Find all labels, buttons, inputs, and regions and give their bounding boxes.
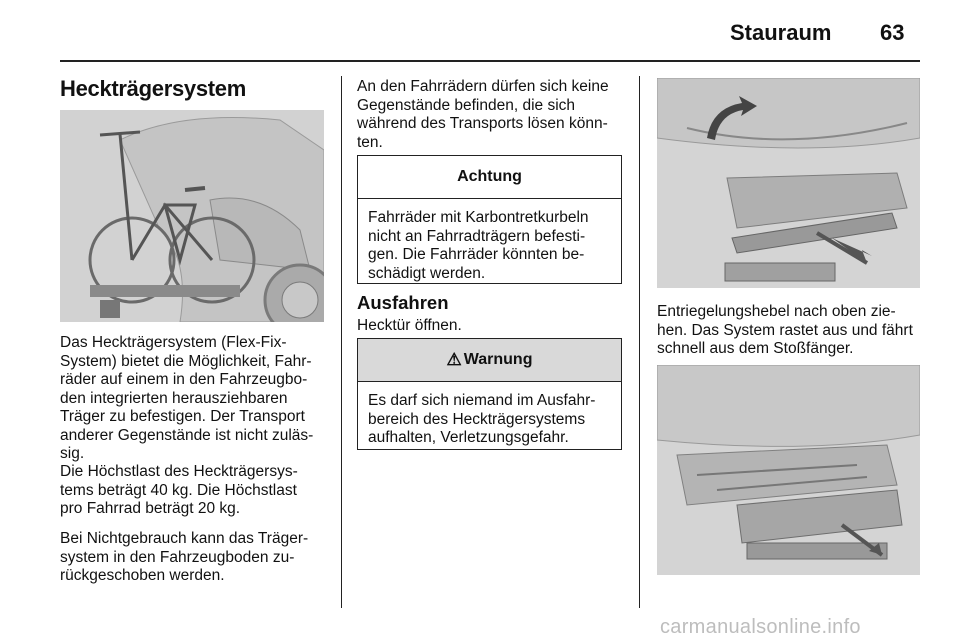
release-lever-illustration xyxy=(657,78,920,288)
carrier-extend-illustration xyxy=(657,365,920,575)
warning-box xyxy=(357,338,622,450)
column-divider-right xyxy=(639,76,640,608)
page-number: 63 xyxy=(880,20,905,45)
column-divider-left xyxy=(341,76,342,608)
watermark: carmanualsonline.info xyxy=(660,616,861,638)
subsection-heading: Ausfahren xyxy=(357,292,449,313)
header-divider xyxy=(60,60,920,62)
middle-intro-paragraph: An den Fahrrädern dürfen sich keine Gegenstände befinden, die sich während des Transports lösen könn- ten. xyxy=(357,78,609,151)
release-instruction: Entriegelungshebel nach oben zie- hen. Das System rastet aus und fährt schnell aus dem Stoßfänger. xyxy=(657,303,913,357)
warning-text: Es darf sich niemand im Ausfahr- bereich des Heckträgersystems aufhalten, Verletzungsgefahr. xyxy=(368,392,596,446)
page-header-title: Stauraum xyxy=(730,20,832,45)
intro-paragraph: Das Heckträgersystem (Flex-Fix- System) bietet die Möglichkeit, Fahr- räder auf einem in den Fahrzeugbo- den integrierten herausziehbaren Träger zu befestigen. Der Transport anderer Gegenstände ist nicht zuläs- sig. xyxy=(60,334,314,462)
caution-box xyxy=(357,155,622,284)
load-paragraph: Die Höchstlast des Heckträgersys- tems beträgt 40 kg. Die Höchstlast pro Fahrrad beträgt 20 kg. xyxy=(60,463,298,517)
bike-carrier-illustration xyxy=(60,110,324,322)
step-text: Hecktür öffnen. xyxy=(357,317,462,334)
warning-title: Warnung xyxy=(463,351,533,368)
section-heading: Heckträgersystem xyxy=(60,76,246,101)
caution-text: Fahrräder mit Karbontretkurbeln nicht an Fahrradträgern befesti- gen. Die Fahrräder könnten be- schädigt werden. xyxy=(368,209,589,282)
caution-title: Achtung xyxy=(358,156,621,199)
warning-icon: ⚠ xyxy=(446,350,462,369)
storage-paragraph: Bei Nichtgebrauch kann das Träger- system in den Fahrzeugboden zu- rückgeschoben werden. xyxy=(60,530,309,584)
warning-header xyxy=(358,339,621,382)
